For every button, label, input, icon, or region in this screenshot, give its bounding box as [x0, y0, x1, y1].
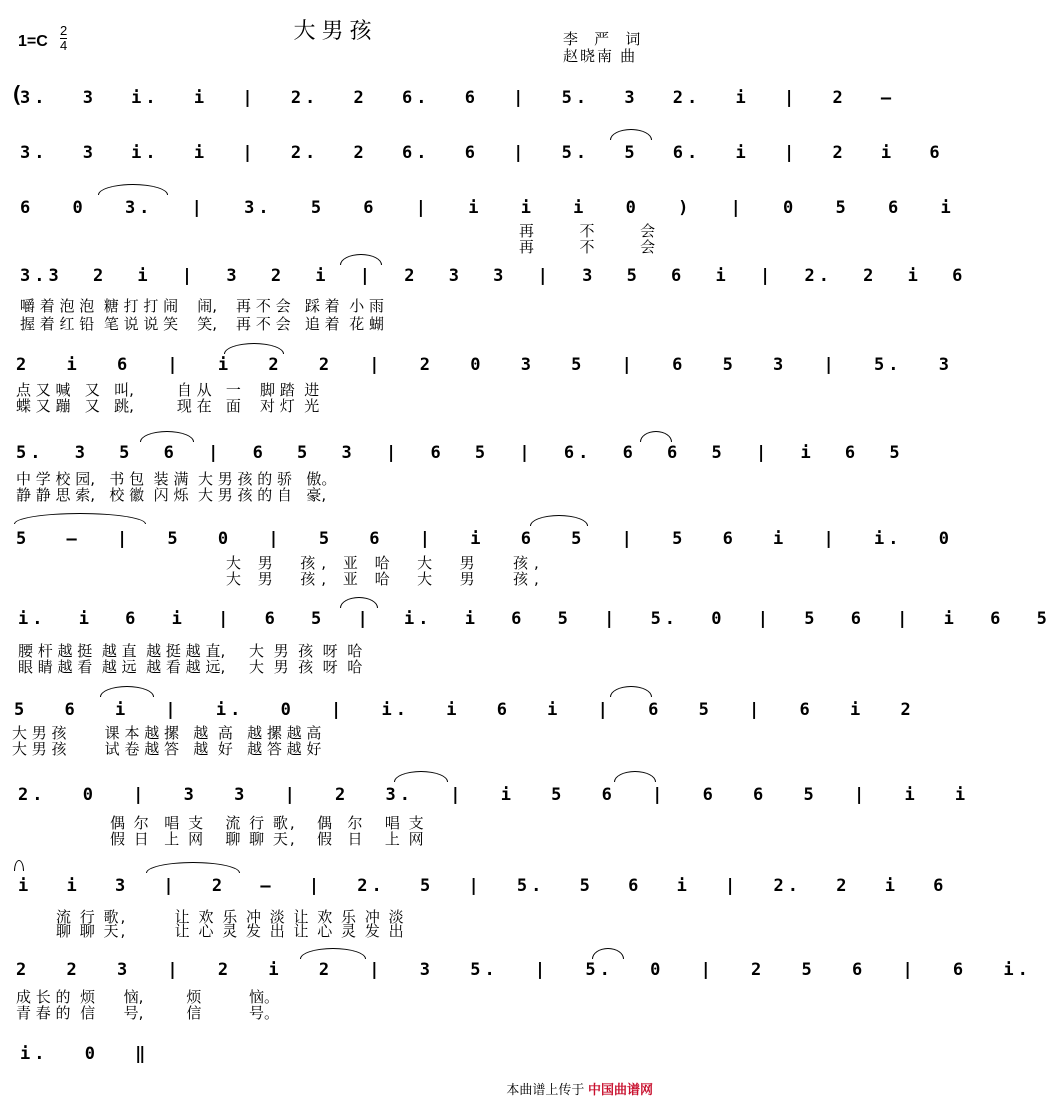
time-signature — [60, 24, 67, 53]
score-notes: 3.3 2 i | 3 2 i | 2 3 3 | 3 5 6 i | 2. 2 i 6 — [20, 266, 967, 286]
time-denominator: 4 — [60, 38, 68, 53]
tie-mark — [300, 948, 366, 959]
score-notes: 5 – | 5 0 | 5 6 | i 6 5 | 5 6 i | i. 0 — [16, 529, 953, 549]
score-line-11 — [0, 876, 948, 896]
score-line-12 — [0, 960, 1032, 980]
tie-mark — [614, 771, 656, 782]
lyric-line-3a: 再 不 会 — [519, 222, 668, 240]
footer-prefix: 本曲谱上传于 — [506, 1082, 585, 1097]
score-line-8 — [0, 609, 1051, 629]
composer-credit: 赵晓南 曲 — [563, 48, 638, 65]
site-logo[interactable]: 中国曲谱网 — [587, 1082, 653, 1097]
tie-mark — [140, 431, 194, 442]
score-line-3 — [0, 198, 955, 218]
tie-mark — [592, 948, 624, 959]
score-line-5 — [0, 355, 953, 375]
score-line-6 — [0, 443, 904, 463]
tie-mark — [610, 686, 652, 697]
tie-mark — [394, 771, 448, 782]
key-signature: 1=C — [18, 33, 48, 50]
score-notes: 5 6 i | i. 0 | i. i 6 i | 6 5 | 6 i 2 — [14, 700, 915, 720]
tie-mark — [340, 597, 378, 608]
score-line-9 — [0, 700, 915, 720]
song-title: 大男孩 — [293, 18, 378, 43]
tie-mark — [14, 860, 24, 871]
tie-mark — [610, 129, 652, 140]
lyricist-credit: 李 严 词 — [563, 31, 647, 48]
score-line-7 — [0, 529, 953, 549]
score-line-13 — [0, 1044, 671, 1064]
score-line-4 — [0, 266, 967, 286]
score-notes: i. 0 ‖ — [20, 1044, 150, 1064]
tie-mark — [98, 184, 168, 195]
score-notes: 5. 3 5 6 | 6 5 3 | 6 5 | 6. 6 6 5 | i 6 5 — [16, 443, 904, 463]
score-notes: 6 0 3. | 3. 5 6 | i i i 0 ) | 0 5 6 i — [20, 198, 955, 218]
tie-mark — [100, 686, 154, 697]
score-notes: i. i 6 i | 6 5 | i. i 6 5 | 5. 0 | 5 6 | i 6 5 — [18, 609, 1051, 629]
score-notes: 2 i 6 | i 2 2 | 2 0 3 5 | 6 5 3 | 5. 3 — [16, 355, 953, 375]
repeat-paren: ( — [10, 83, 24, 108]
score-notes: i i 3 | 2 – | 2. 5 | 5. 5 6 i | 2. 2 i 6 — [18, 876, 948, 896]
tie-mark — [14, 513, 146, 524]
tie-mark — [530, 515, 588, 526]
score-notes: 2. 0 | 3 3 | 2 3. | i 5 6 | 6 6 5 | i i — [18, 785, 970, 805]
tie-mark — [224, 343, 284, 354]
time-numerator: 2 — [60, 23, 68, 38]
score-notes: 3. 3 i. i | 2. 2 6. 6 | 5. 3 2. i | 2 – — [20, 88, 896, 108]
score-notes: 3. 3 i. i | 2. 2 6. 6 | 5. 5 6. i | 2 i 6 — [20, 143, 944, 163]
score-line-10 — [0, 785, 970, 805]
score-line-2 — [0, 143, 944, 163]
site-footer — [506, 1079, 653, 1098]
score-line-1 — [0, 83, 896, 108]
tie-mark — [146, 862, 240, 873]
tie-mark — [640, 431, 672, 442]
lyric-line-3b: 再 不 会 — [519, 238, 668, 256]
score-notes: 2 2 3 | 2 i 2 | 3 5. | 5. 0 | 2 5 6 | 6 i. — [16, 960, 1032, 980]
